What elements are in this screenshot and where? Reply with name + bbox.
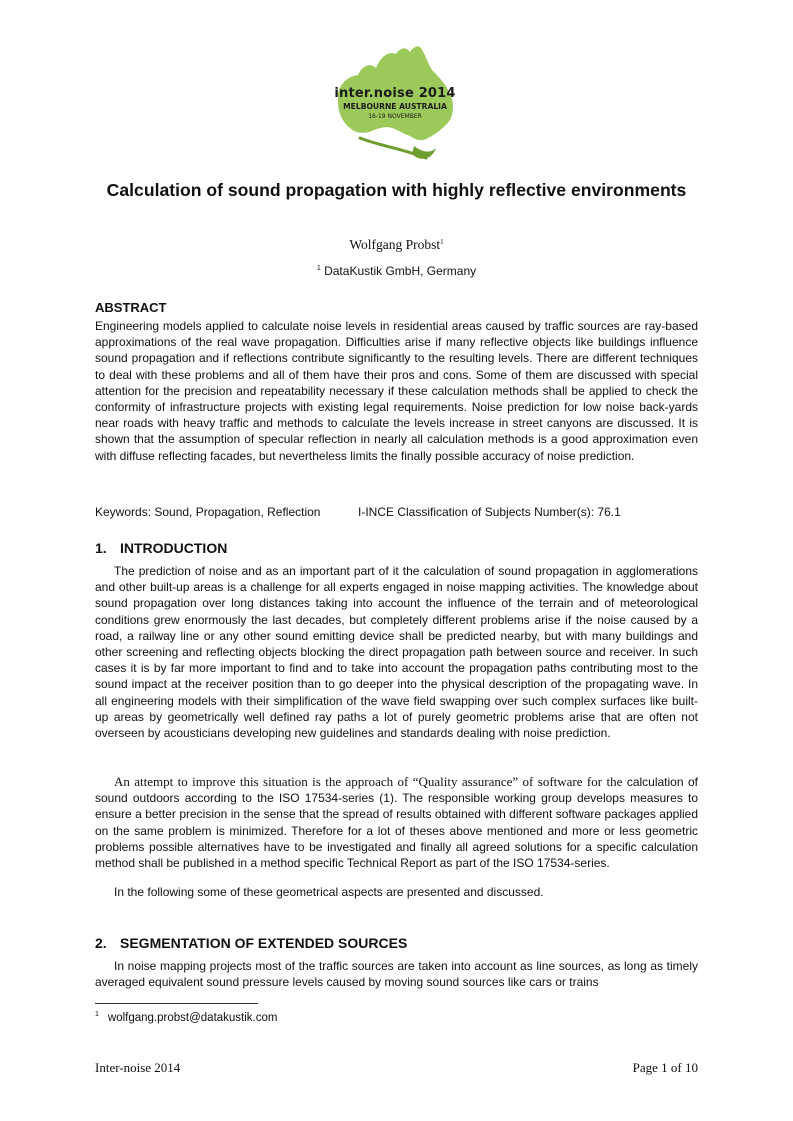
intro-paragraph-1 bbox=[95, 563, 698, 741]
footnote-divider bbox=[95, 1003, 258, 1004]
logo-dates: 16-19 NOVEMBER bbox=[368, 113, 422, 120]
keywords-text: Keywords: Sound, Propagation, Reflection bbox=[95, 505, 321, 519]
abstract-heading: ABSTRACT bbox=[95, 300, 167, 315]
intro-paragraph-3 bbox=[95, 884, 698, 900]
affiliation-line bbox=[0, 264, 793, 278]
author-name: Wolfgang Probst bbox=[349, 237, 441, 252]
intro-paragraph-2 bbox=[95, 774, 698, 871]
footnote bbox=[95, 1012, 277, 1024]
footnote-email: wolfgang.probst@datakustik.com bbox=[107, 1012, 278, 1024]
section-2-paragraph-1-text: In noise mapping projects most of the traffic sources are taken into account as line sources, as long as timely averaged equivalent sound pressure levels caused by moving sound sources like cars or trains bbox=[95, 959, 698, 990]
section-2-heading bbox=[95, 935, 407, 951]
intro-paragraph-2-start: An attempt to improve this situation is the approach of “Quality assurance” of software for the bbox=[114, 774, 623, 789]
conference-logo bbox=[330, 42, 460, 170]
author-line bbox=[0, 237, 793, 253]
footer-conference: Inter-noise 2014 bbox=[95, 1060, 181, 1075]
intro-paragraph-1-text: The prediction of noise and as an important part of it the calculation of sound propagation in agglomerations and other built-up areas is a challenge for all experts engaged in noise mapping activities. The knowledge about sound propagation over long distances taking into account the influence of the terrain and of meteorological conditions grew enormously the last decades, but completely different problems arise if the noise caused by a road, a railway line or any other sound emitting device shall be predicted nearby, but with many buildings and other screening and reflecting objects blocking the direct propagation path between source and receiver. In such cases it is by far more important to find and to take into account the propagation paths contributing most to the sound impact at the receiver position than to go deeper into the physical description of the propagating wave. In all engineering models with their simplification of the wave field swapping over such complex surfaces like built-up areas by geometrically well defined ray paths a lot of purely geometric problems arise that are often not overseen by acousticians developing new guidelines and standards dealing with noise prediction. bbox=[95, 564, 698, 741]
section-1-heading bbox=[95, 540, 227, 556]
section-2-title: SEGMENTATION OF EXTENDED SOURCES bbox=[120, 935, 408, 951]
footer-page-number: Page 1 of 10 bbox=[632, 1060, 698, 1075]
logo-brand: inter.noise 2014 bbox=[334, 86, 456, 101]
logo-place: MELBOURNE AUSTRALIA bbox=[343, 102, 447, 111]
abstract-text: Engineering models applied to calculate noise levels in residential areas caused by traffic sources are ray-based approximations of the real wave propagation. Difficulties arise if many reflective objects like buildings influence sound propagation and if reflections contribute significantly to the resulting levels. There are different techniques to deal with these problems and all of them have their pros and cons. Some of them are discussed with special attention for the precision and repeatability necessary if these calculation methods shall be applied to check the conformity of infrastructure projects with existing legal requirements. Noise prediction for low noise back-yards near roads with heavy traffic and methods to calculate the levels increase in street canyons are discussed. It is shown that the assumption of specular reflection in nearly all calculation methods is a good approximation even with diffuse reflecting facades, but nevertheless limits the finally possible accuracy of noise prediction. bbox=[95, 319, 698, 463]
intro-paragraph-2-rest: calculation of sound outdoors according to the ISO 17534-series (1). The responsible working group develops measures to ensure a better precision in the sense that the spread of results obtained with different software packages applied on the same problem is minimized. Therefore for a lot of theses above mentioned and more or less geometric problems possible alternatives have to be investigated and finally all agreed solutions for a specific calculation method shall be published in a method specific Technical Report as part of the ISO 17534-series. bbox=[95, 775, 698, 871]
affiliation-text: DataKustik GmbH, Germany bbox=[324, 264, 477, 278]
keywords-line bbox=[95, 505, 621, 519]
footnote-marker: 1 bbox=[95, 1011, 99, 1018]
section-1-number: 1. bbox=[95, 540, 107, 556]
affiliation-marker: 1 bbox=[316, 265, 321, 272]
section-1-title: INTRODUCTION bbox=[120, 540, 228, 556]
intro-paragraph-3-text: In the following some of these geometrical aspects are presented and discussed. bbox=[114, 885, 544, 899]
author-marker: 1 bbox=[440, 238, 444, 246]
section-2-number: 2. bbox=[95, 935, 107, 951]
ince-classification: I-INCE Classification of Subjects Number(s): 76.1 bbox=[358, 505, 621, 519]
section-2-paragraph-1 bbox=[95, 958, 698, 990]
paper-title: Calculation of sound propagation with highly reflective environments bbox=[106, 180, 687, 200]
